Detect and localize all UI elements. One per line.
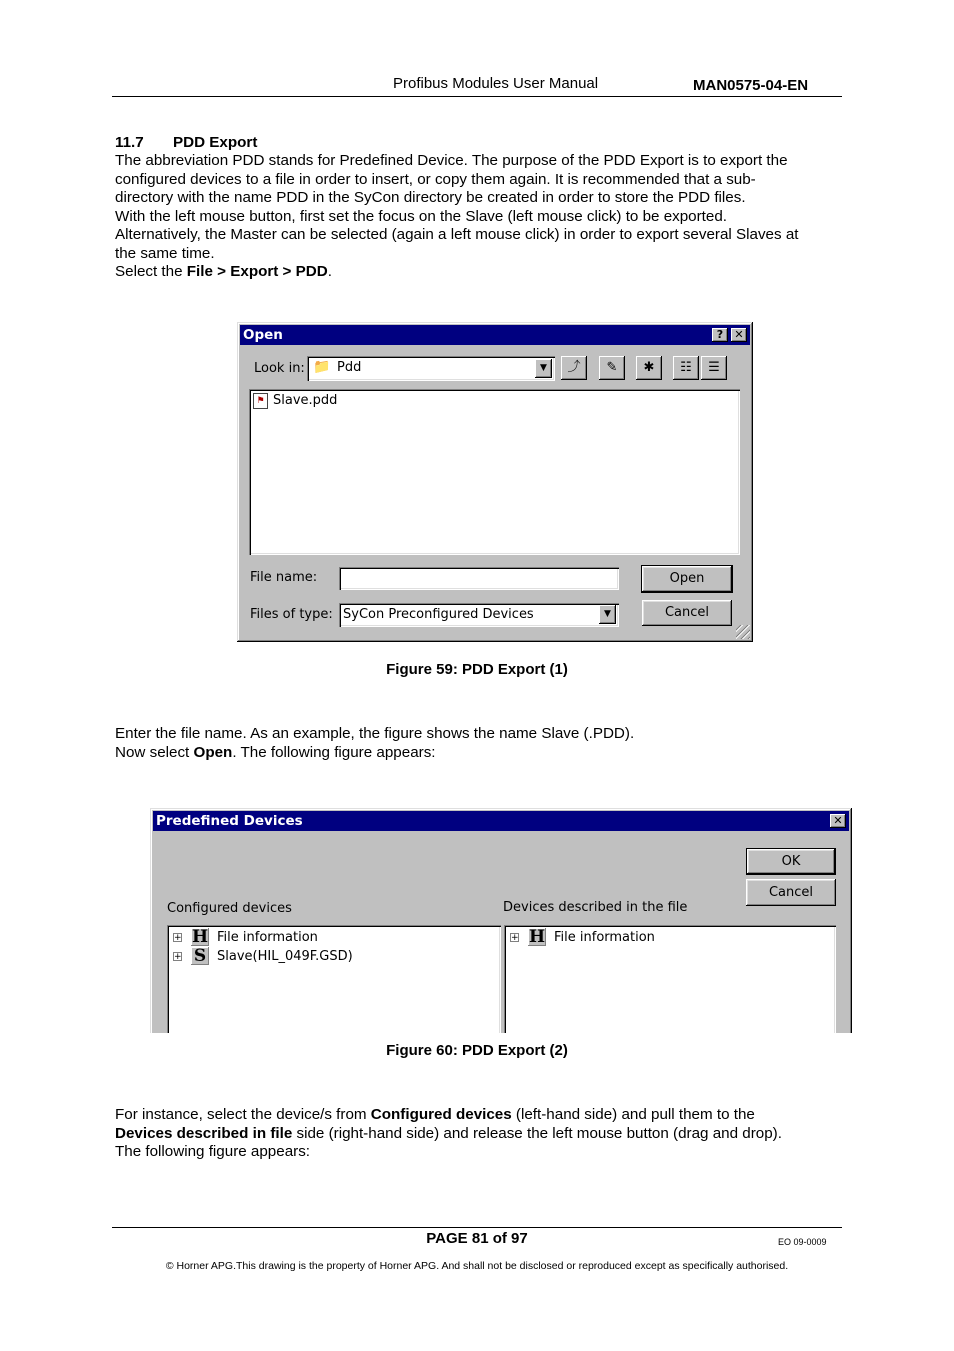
select-instruction: Select the File > Export > PDD. <box>115 263 332 280</box>
file-name-label: File name: <box>250 570 318 585</box>
para-line: The abbreviation PDD stands for Predefined Device. The purpose of the PDD Export is to export the <box>115 152 788 169</box>
files-of-type-label: Files of type: <box>250 607 333 622</box>
slave-s-icon: S <box>191 947 209 965</box>
tree-item-label: File information <box>217 930 318 945</box>
desktop-icon[interactable]: ✎ <box>599 356 625 380</box>
para-line: Now select Open. The following figure appears: <box>115 743 436 761</box>
tree-item-label: File information <box>554 930 655 945</box>
section-number: 11.7 <box>115 134 144 151</box>
described-devices-label: Devices described in the file <box>503 900 688 915</box>
open-button[interactable]: Open <box>642 566 732 592</box>
resize-grip-icon[interactable] <box>736 625 750 639</box>
configured-devices-label: Configured devices <box>167 901 292 916</box>
predefined-devices-dialog <box>150 808 852 1033</box>
footer-rule <box>112 1227 842 1228</box>
para-line: Enter the file name. As an example, the figure shows the name Slave (.PDD). <box>115 725 635 742</box>
copyright-notice: © Horner APG.This drawing is the property of Horner APG. And shall not be disclosed or reproduced except as specifically authorised. <box>165 1260 789 1272</box>
cancel-button[interactable]: Cancel <box>746 879 836 906</box>
instruction-paragraph <box>115 725 634 762</box>
details-view-icon[interactable]: ☰ <box>701 356 727 380</box>
tree-item[interactable] <box>510 928 830 948</box>
para-line: The following figure appears: <box>115 1143 311 1160</box>
para-line: Alternatively, the Master can be selected (again a left mouse click) in order to export several Slaves at <box>115 226 799 243</box>
close-button[interactable]: ✕ <box>731 328 747 342</box>
close-button[interactable]: ✕ <box>830 814 846 828</box>
up-folder-icon[interactable]: ⤴ <box>561 356 587 380</box>
open-dialog <box>237 322 753 642</box>
dialog-frame <box>150 808 852 1033</box>
look-in-label: Look in: <box>254 361 305 376</box>
tree-item[interactable] <box>173 928 493 948</box>
header-title: Profibus Modules User Manual <box>393 75 599 92</box>
intro-paragraph <box>115 152 850 282</box>
open-dialog-titlebar <box>240 325 750 345</box>
ok-button[interactable]: OK <box>747 849 835 874</box>
open-dialog-title: Open <box>243 327 283 343</box>
para-line: For instance, select the device/s from Configured devices (left-hand side) and pull them to the <box>115 1106 755 1123</box>
eo-number: EO 09-0009 <box>778 1237 827 1247</box>
header-rule <box>112 96 842 97</box>
document-icon: ⚑ <box>253 393 268 409</box>
header-h-icon: H <box>191 927 209 947</box>
look-in-value: Pdd <box>337 360 362 375</box>
header-h-icon: H <box>528 927 546 947</box>
tree-item-label: Slave(HIL_049F.GSD) <box>217 949 353 964</box>
document-code: MAN0575-04-EN <box>693 77 809 94</box>
chevron-down-icon[interactable]: ▼ <box>535 359 552 378</box>
expand-icon[interactable]: + <box>174 952 182 962</box>
file-name-input[interactable] <box>339 567 619 590</box>
para-line: With the left mouse button, first set the focus on the Slave (left mouse click) to be exported. <box>115 207 728 225</box>
look-in-select[interactable] <box>307 356 555 381</box>
section-title: PDD Export <box>173 134 258 151</box>
para-line: directory with the name PDD in the SyCon directory be created in order to store the PDD files. <box>115 189 746 206</box>
described-devices-tree[interactable] <box>504 925 836 1033</box>
chevron-down-icon[interactable]: ▼ <box>599 605 616 624</box>
para-line: the same time. <box>115 244 215 262</box>
page-number: PAGE 81 of 97 <box>426 1230 528 1247</box>
files-of-type-select[interactable] <box>339 603 619 627</box>
files-of-type-value: SyCon Preconfigured Devices <box>343 607 534 622</box>
para-line: configured devices to a file in order to insert, or copy them again. It is recommended that a sub- <box>115 170 756 188</box>
predefined-titlebar <box>153 811 849 831</box>
folder-icon: 📁 <box>313 359 331 375</box>
expand-icon[interactable]: + <box>511 933 519 943</box>
expand-icon[interactable]: + <box>174 933 182 943</box>
cancel-button[interactable]: Cancel <box>642 600 732 626</box>
drag-drop-paragraph <box>115 1106 850 1162</box>
menu-path: File > Export > PDD <box>186 263 328 280</box>
para-line: Devices described in file side (right-hand side) and release the left mouse button (drag and drop). <box>115 1124 782 1142</box>
list-view-icon[interactable]: ☷ <box>673 356 699 380</box>
figure-60-caption: Figure 60: PDD Export (2) <box>386 1042 568 1059</box>
file-item-label: Slave.pdd <box>273 393 338 408</box>
new-folder-icon[interactable]: ✱ <box>636 356 662 380</box>
predefined-title: Predefined Devices <box>156 813 303 829</box>
file-list[interactable] <box>249 389 740 555</box>
tree-item[interactable] <box>173 947 493 967</box>
configured-devices-tree[interactable] <box>167 925 501 1033</box>
figure-59-caption: Figure 59: PDD Export (1) <box>386 661 568 678</box>
help-button[interactable]: ? <box>712 328 728 342</box>
